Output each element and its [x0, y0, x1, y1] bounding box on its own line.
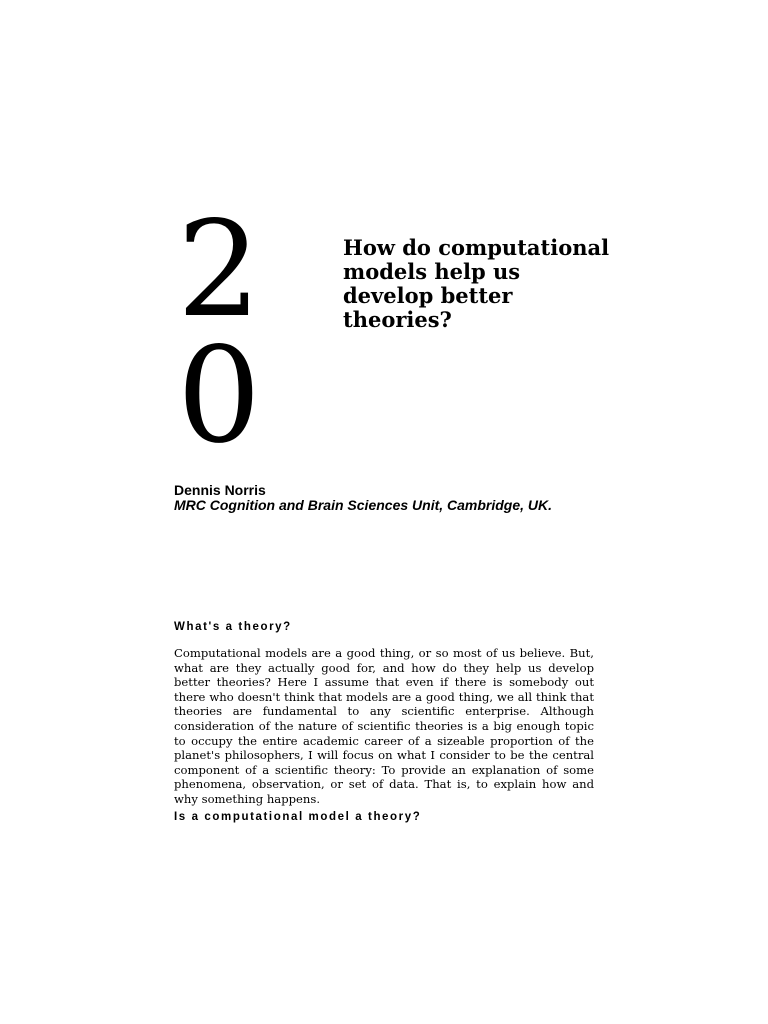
section-heading-is-model-a-theory: Is a computational model a theory?	[174, 811, 422, 823]
chapter-number-digit-ones: 0	[177, 319, 261, 473]
author-affiliation: MRC Cognition and Brain Sciences Unit, Cambridge, UK.	[174, 497, 553, 513]
section-body-paragraph: Computational models are a good thing, or so most of us believe. But, what are they actually good for, and how do they help us develop better theories? Here I assume that even if there is somebody out there who doesn't think that models are a good thing, we all think that theories are fundamental to any scientific enterprise. Although consideration of the nature of scientific theories is a big enough topic to occupy the entire academic career of a sizeable proportion of the planet's philosophers, I will focus on what I consider to be the central component of a scientific theory: To provide an explanation of some phenomena, observation, or set of data. That is, to explain how and why something happens.	[174, 646, 594, 806]
section-heading-whats-a-theory: What's a theory?	[174, 621, 292, 633]
author-block	[174, 483, 594, 513]
author-name: Dennis Norris	[174, 482, 266, 498]
chapter-number-digit-tens: 2	[177, 193, 261, 347]
chapter-title: How do computational models help us develop better theories?	[343, 235, 610, 332]
